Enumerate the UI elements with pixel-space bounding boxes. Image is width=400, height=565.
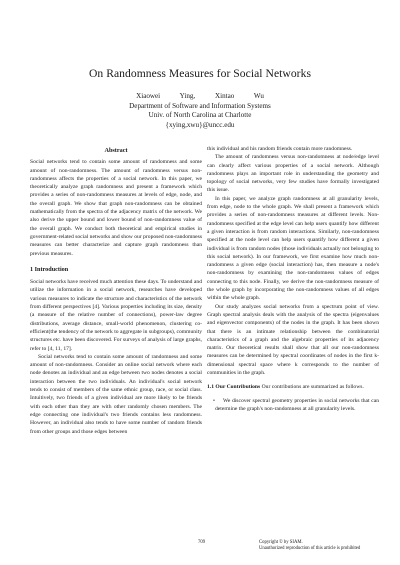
right-paragraph-2: In this paper, we analyze graph randomness at all granularity levels, from edge, node to the whole graph. We shall present a framework which provides a series of non-randomness measures at different levels. Non-randomness specified at the edge level can help users quantify how different a given interaction is from random interactions. Similarly, non-randomness specified at the node level can help users quantify how different a given individual is from random nodes (those individuals actually not belonging to this social network). In our framework, we first examine how much non-randomness a given edge (social interaction) has, then measure a node's non-randomness by examining the non-randomness values of edges connecting to this node. Finally, we derive the non-randomness measure of the whole graph by incorporating the non-randomness values of all edges within the whole graph. [207, 195, 379, 302]
author-email: {xying,xwu}@uncc.edu [165, 120, 235, 129]
intro-paragraph-2: Social networks tend to contain some amount of randomness and some amount of non-randomness. Consider an online social network where each node denotes an individual and an edge between two nodes denotes a social interaction between the two individuals. An individual's social network tends to consist of members of the same ethnic group, race, or social class. Intuitively, two friends of a given individual are more likely to be friends with each other than they are with other randomly chosen members. The edge connecting one individual's two friends contains less randomness. However, an individual also tends to have some number of random friends from other groups and those edges between [30, 353, 202, 435]
intro-paragraph-1: Social networks have received much attention these days. To understand and utilize the information in a social network, researches have developed various measures to indicate the structure and characteristics of the network from different perspectives [4]. Various properties including its size, density (a measure of the relative number of connections), power-law degree distributions, average distance, small-world phenomenon, clustering co-efficient(the tendency of the network to aggregate in subgroups), community structures etc. have been discovered. For surveys of analysis of large graphs, refer to [4, 11, 17]. [30, 279, 203, 352]
abstract-text: Social networks tend to contain some amount of randomness and some amount of non-randomness. The amount of randomness versus non-randomness affects the properties of a social network. In this paper, we theoretically analyze graph randomness and present a framework which provides a series of non-randomness measures at levels of edge, node, and the overall graph. We show that graph non-randomness can be obtained mathematically from the spectra of the adjacency matrix of the network. We also derive the upper bound and lower bound of non-randomness value of the overall graph. We conduct both theoretical and empirical studies in government-related social networks and show our proposed non-randomness measures can better characterize and capture graph randomness than previous measures. [30, 159, 202, 257]
page-number: 709 [198, 540, 206, 545]
section-heading-introduction: 1 Introduction [30, 265, 69, 273]
right-paragraph-3: Our study analyzes social networks from a spectrum point of view. Graph spectral analysis deals with the analysis of the spectra (eigenvalues and eigenvector components) of the nodes in the graph. It has been shown that there is an intimate relationship between the combinatorial characteristics of a graph and the algebraic properties of its adjacency matrix. Our theoretical results shall show that all our non-randomness measures can be determined by spectral coordinates of nodes in the first k-dimensional spectral space where k corresponds to the number of communities in the graph. [207, 303, 379, 377]
left-column [30, 147, 202, 436]
right-column [207, 145, 379, 413]
contributions-intro: Our contributions are summarized as follows. [261, 384, 364, 391]
right-paragraph-1: The amount of randomness versus non-randomness at node/edge level can clearly affect various properties of a social network. Although randomness plays an important role in understanding the geometry and topology of social networks, very few studies have formally investigated this issue. [207, 154, 379, 194]
right-paragraph-0: this individual and his random friends contain more randomness. [207, 146, 353, 152]
copyright-notice: Copyright © by SIAM. [259, 540, 303, 545]
affiliation-university: Univ. of North Carolina at Charlotte [148, 111, 252, 120]
paper-title: On Randomness Measures for Social Networks [88, 67, 312, 80]
abstract-heading: Abstract [104, 147, 128, 154]
contributions-paragraph [207, 383, 379, 391]
reproduction-notice: Unauthorized reproduction of this article is prohibited [259, 546, 361, 551]
subsection-heading-contributions: 1.1 Our Contributions [207, 384, 261, 391]
affiliation-department: Department of Software and Information Systems [129, 101, 271, 110]
author-block [0, 92, 400, 130]
contribution-bullet-1: • We discover spectral geometry properties in social networks that can determine the graph's non-randomness at all granularity levels. [207, 397, 379, 414]
author-names: Xiaowei Ying, Xintao Wu [136, 92, 264, 100]
